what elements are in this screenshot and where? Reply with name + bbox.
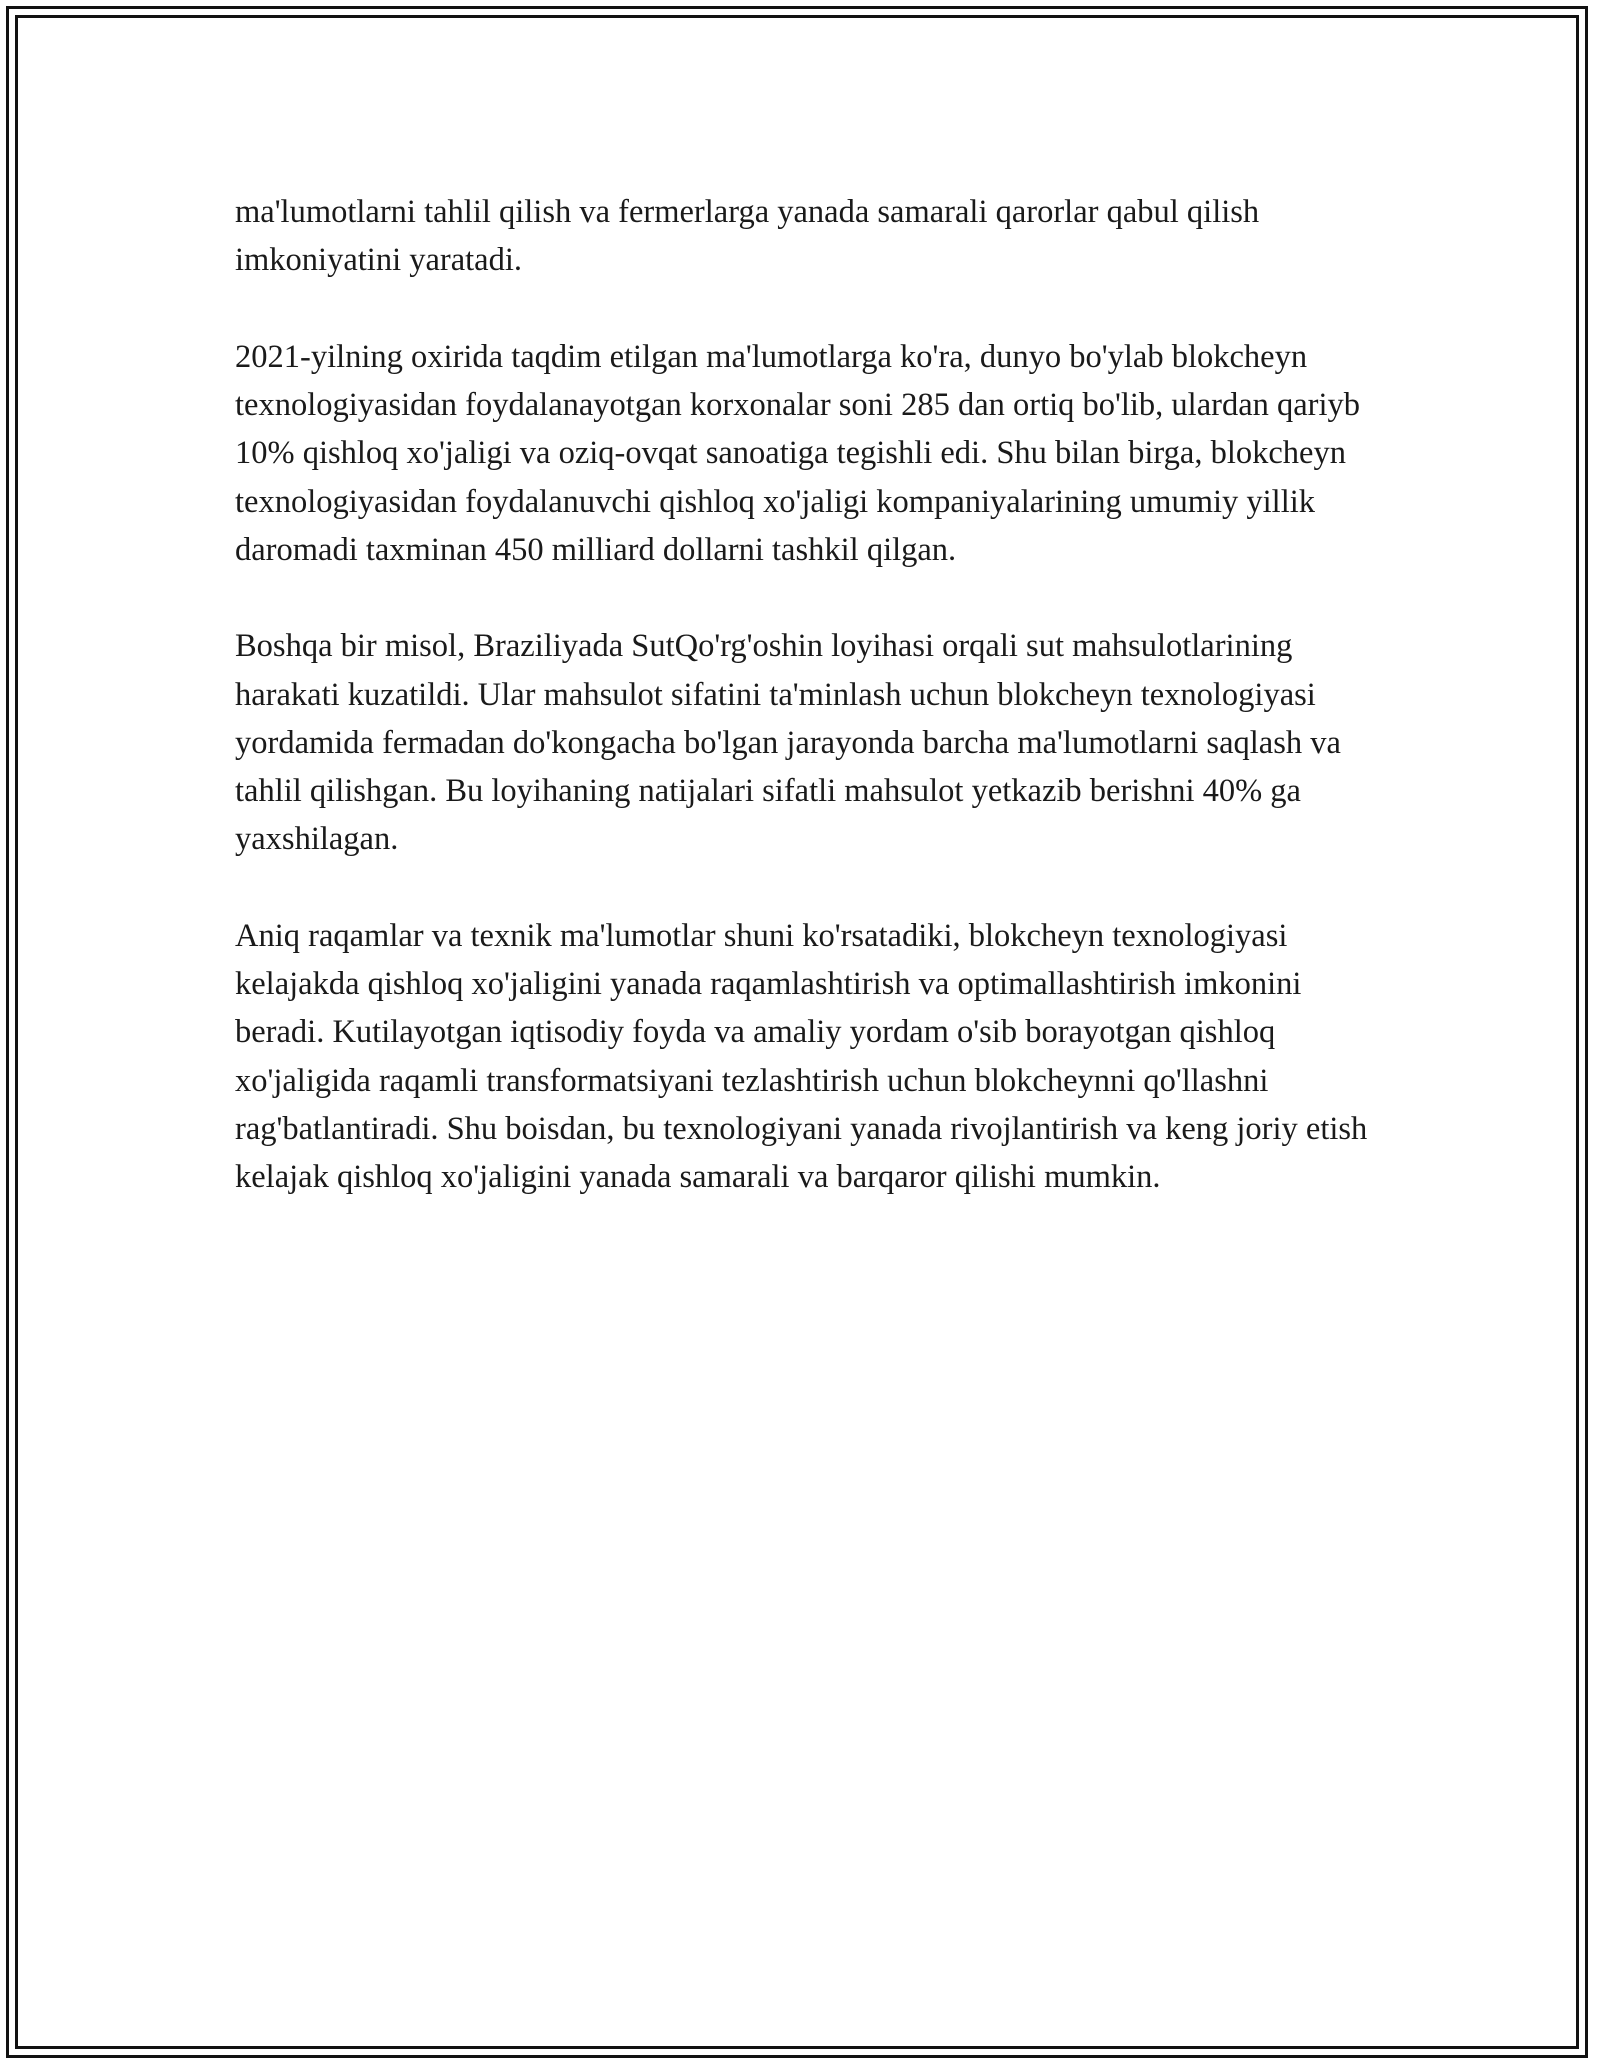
paragraph-4: Aniq raqamlar va texnik ma'lumotlar shuni ko'rsatadiki, blokcheyn texnologiyasi kelajakda qishloq xo'jaligini yanada raqamlashtirish va optimallashtirish imkonini beradi. Kutilayotgan iqtisodiy foyda va amaliy yordam o'sib borayotgan qishloq xo'jaligida raqamli transformatsiyani tezlashtirish uchun blokcheynni qo'llashni rag'batlantiradi. Shu boisdan, bu texnologiyani yanada rivojlantirish va keng joriy etish kelajak qishloq xo'jaligini yanada samarali va barqaror qilishi mumkin. bbox=[235, 917, 1368, 1195]
paragraph-2: 2021-yilning oxirida taqdim etilgan ma'lumotlarga ko'ra, dunyo bo'ylab blokcheyn texnologiyasidan foydalanayotgan korxonalar soni 285 dan ortiq bo'lib, ulardan qariyb 10% qishloq xo'jaligi va oziq-ovqat sanoatiga tegishli edi. Shu bilan birga, blokcheyn texnologiyasidan foydalanuvchi qishloq xo'jaligi kompaniyalarining umumiy yillik daromadi taxminan 450 milliard dollarni tashkil qilgan. bbox=[235, 338, 1361, 568]
paragraph-3: Boshqa bir misol, Braziliyada SutQo'rg'oshin loyihasi orqali sut mahsulotlarining harakati kuzatildi. Ular mahsulot sifatini ta'minlash uchun blokcheyn texnologiyasi yordamida fermadan do'kongacha bo'lgan jarayonda barcha ma'lumotlarni saqlash va tahlil qilishgan. Bu loyihaning natijalari sifatli mahsulot yetkazib berishni 40% ga yaxshilagan. bbox=[235, 628, 1341, 858]
document-body bbox=[235, 188, 1375, 1250]
paragraph-1: ma'lumotlarni tahlil qilish va fermerlarga yanada samarali qarorlar qabul qilish imkoniyatini yaratadi. bbox=[235, 194, 1260, 279]
